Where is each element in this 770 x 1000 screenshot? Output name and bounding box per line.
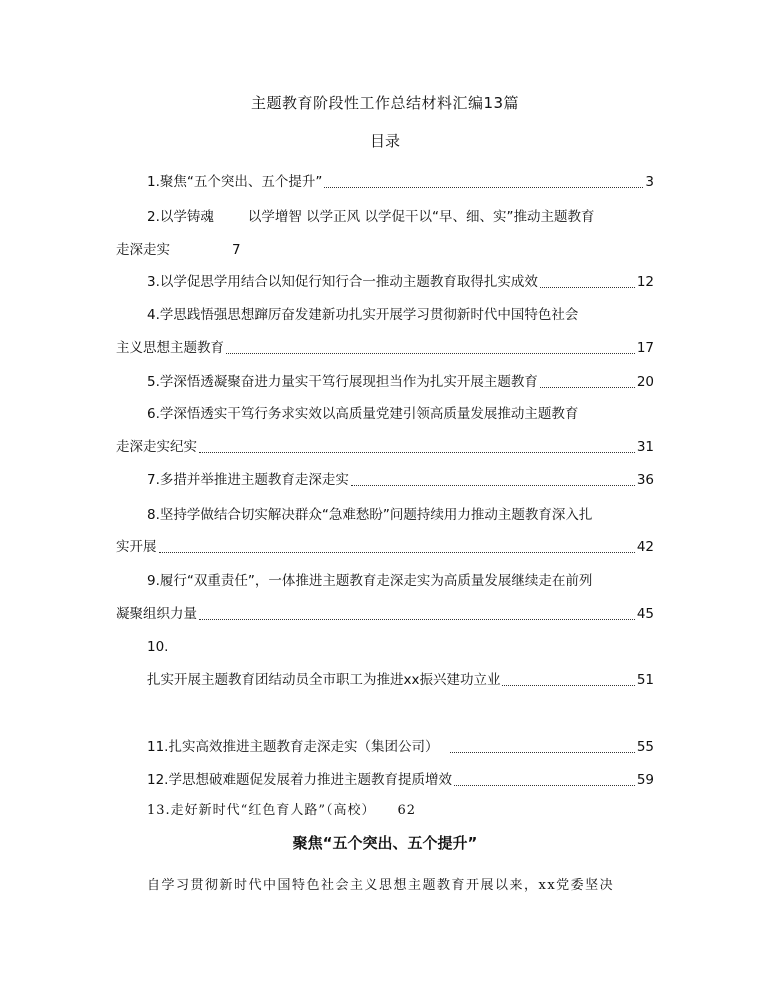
toc-entry-title: 主义思想主题教育 bbox=[116, 340, 224, 356]
toc-page-number: 42 bbox=[636, 539, 654, 555]
toc-entry-1[interactable] bbox=[147, 172, 654, 192]
document-title: 主题教育阶段性工作总结材料汇编13篇 bbox=[250, 94, 520, 112]
toc-entry-12[interactable] bbox=[147, 770, 654, 790]
toc-entry-4-line-2[interactable] bbox=[116, 338, 654, 358]
toc-leader-dots bbox=[540, 286, 635, 288]
toc-entry-number: 10. bbox=[147, 639, 169, 655]
toc-entry-title: 扎实开展主题教育团结动员全市职工为推进xx振兴建功立业 bbox=[147, 672, 501, 688]
toc-entry-8-line-2[interactable] bbox=[116, 537, 654, 557]
toc-leader-dots bbox=[159, 551, 635, 553]
toc-entry-7[interactable] bbox=[147, 470, 654, 490]
toc-entry-10-number[interactable] bbox=[147, 637, 207, 657]
toc-page-number: 62 bbox=[397, 803, 417, 818]
toc-entry-8-line-1[interactable] bbox=[147, 505, 667, 525]
toc-leader-dots bbox=[324, 186, 643, 188]
toc-entry-title: 6.学深悟透实干笃行务求实效以高质量党建引领高质量发展推动主题教育 bbox=[147, 406, 579, 422]
toc-entry-title: 2.以学铸魂 bbox=[147, 209, 214, 225]
toc-entry-title: 3.以学促思学用结合以知促行知行合一推动主题教育取得扎实成效 bbox=[147, 274, 538, 290]
toc-entry-6-line-1[interactable] bbox=[147, 404, 667, 424]
toc-entry-11[interactable] bbox=[147, 737, 654, 757]
toc-entry-title: 凝聚组织力量 bbox=[116, 606, 197, 622]
toc-page-number: 3 bbox=[645, 174, 654, 190]
toc-entry-9-line-2[interactable] bbox=[116, 604, 654, 624]
toc-entry-6-line-2[interactable] bbox=[116, 437, 654, 457]
toc-entry-title: 走深走实纪实 bbox=[116, 439, 197, 455]
toc-entry-title: 13.走好新时代“红色育人路”（高校） bbox=[147, 803, 376, 818]
toc-entry-10[interactable] bbox=[147, 670, 654, 690]
body-paragraph: 自学习贯彻新时代中国特色社会主义思想主题教育开展以来，xx党委坚决 bbox=[147, 878, 615, 893]
toc-leader-dots bbox=[199, 618, 635, 620]
toc-entry-title: 12.学思想破难题促发展着力推进主题教育提质增效 bbox=[147, 772, 452, 788]
toc-page-number: 36 bbox=[636, 472, 654, 488]
toc-page-number: 31 bbox=[636, 439, 654, 455]
toc-entry-2-line-1[interactable] bbox=[147, 207, 667, 227]
toc-leader-dots bbox=[199, 451, 635, 453]
toc-leader-dots bbox=[450, 751, 634, 753]
toc-page-number: 7 bbox=[232, 242, 241, 258]
toc-entry-5[interactable] bbox=[147, 372, 654, 392]
toc-leader-dots bbox=[226, 352, 635, 354]
toc-entry-4-line-1[interactable] bbox=[147, 305, 667, 325]
section-heading: 聚焦“五个突出、五个提升” bbox=[292, 834, 478, 852]
toc-entry-title: 9.履行“双重责任”，一体推进主题教育走深走实为高质量发展继续走在前列 bbox=[147, 573, 593, 589]
toc-entry-title: 实开展 bbox=[116, 539, 157, 555]
toc-entry-2-line-2[interactable] bbox=[116, 240, 316, 260]
toc-heading: 目录 bbox=[369, 132, 400, 150]
toc-entry-13[interactable] bbox=[147, 801, 447, 821]
toc-page-number: 59 bbox=[636, 772, 654, 788]
toc-entry-title: 5.学深悟透凝聚奋进力量实干笃行展现担当作为扎实开展主题教育 bbox=[147, 374, 538, 390]
toc-page-number: 55 bbox=[636, 739, 654, 755]
toc-leader-dots bbox=[540, 386, 635, 388]
toc-page-number: 45 bbox=[636, 606, 654, 622]
toc-entry-title: 走深走实 bbox=[116, 242, 170, 258]
toc-entry-title: 1.聚焦“五个突出、五个提升” bbox=[147, 174, 323, 190]
toc-entry-title: 8.坚持学做结合切实解决群众“急难愁盼”问题持续用力推动主题教育深入扎 bbox=[147, 507, 593, 523]
toc-entry-9-line-1[interactable] bbox=[147, 571, 667, 591]
toc-page-number: 12 bbox=[636, 274, 654, 290]
toc-entry-3[interactable] bbox=[147, 272, 654, 292]
toc-leader-dots bbox=[502, 684, 634, 686]
toc-page-number: 17 bbox=[636, 340, 654, 356]
toc-entry-title: 11.扎实高效推进主题教育走深走实（集团公司） bbox=[147, 739, 439, 755]
toc-entry-title: 4.学思践悟强思想蹿厉奋发建新功扎实开展学习贯彻新时代中国特色社会 bbox=[147, 307, 579, 323]
toc-page-number: 51 bbox=[636, 672, 654, 688]
toc-entry-title: 以学增智 以学正风 以学促干以“早、细、实”推动主题教育 bbox=[247, 209, 595, 225]
toc-entry-title: 7.多措并举推进主题教育走深走实 bbox=[147, 472, 349, 488]
toc-page-number: 20 bbox=[636, 374, 654, 390]
toc-leader-dots bbox=[351, 484, 635, 486]
toc-leader-dots bbox=[454, 784, 635, 786]
